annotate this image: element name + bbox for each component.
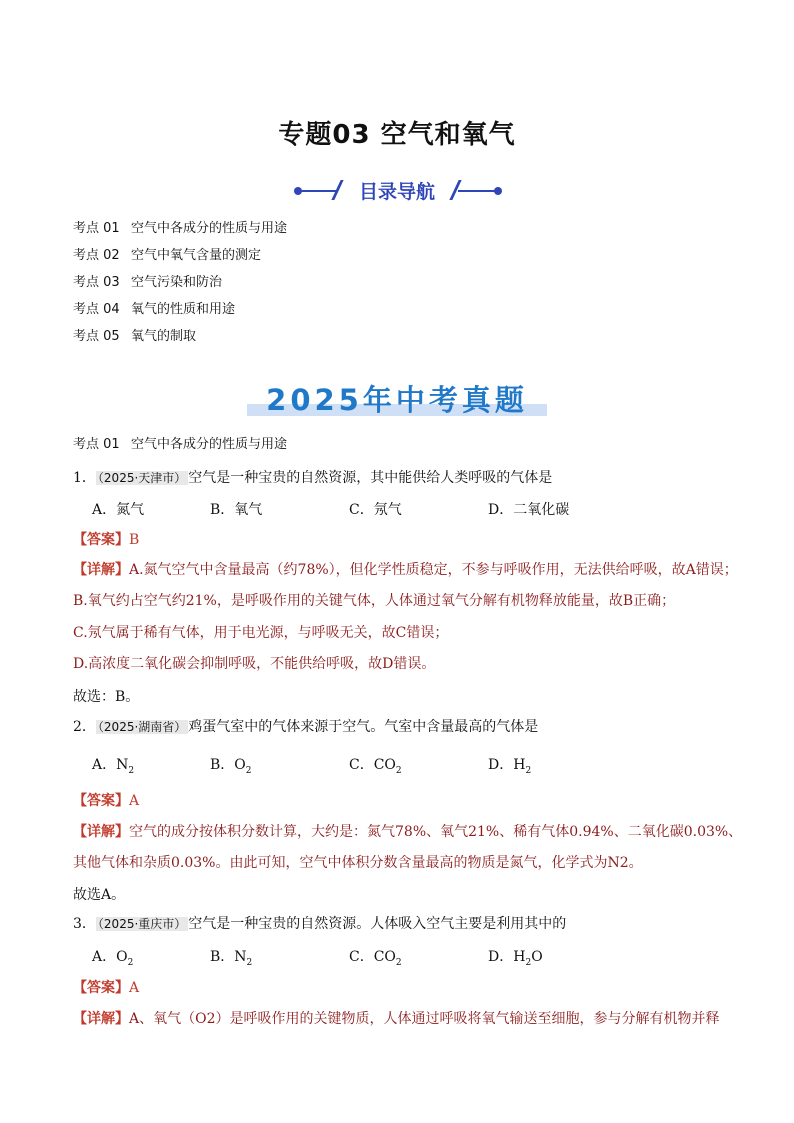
option-a: A．氮气	[92, 502, 145, 518]
formula: N	[116, 757, 129, 773]
formula-subscript: 2	[525, 957, 532, 968]
option-prefix: A．	[92, 949, 117, 965]
detail-1-line-2: B.氧气约占空气约21%，是呼吸作用的关键气体，人体通过氧气分解有机物释放能量，故B正确；	[73, 593, 676, 609]
option-a	[92, 946, 133, 968]
formula-subscript: 2	[127, 957, 134, 968]
detail-2	[73, 822, 743, 842]
formula: H	[513, 757, 526, 773]
year-banner	[247, 378, 547, 418]
detail-2-line-2: 其他气体和杂质0.03%。由此可知，空气中体积分数含量最高的物质是氮气，化学式为N2。	[73, 855, 643, 871]
option-prefix: C．	[349, 949, 374, 965]
formula: O	[116, 949, 128, 965]
toc-item[interactable]	[73, 271, 723, 298]
detail-tag: 【详解】	[73, 562, 129, 578]
formula-subscript: 2	[245, 765, 252, 776]
section-text: 空气中各成分的性质与用途	[131, 437, 288, 452]
toc-item-code: 考点 01	[73, 221, 120, 236]
option-a	[92, 754, 134, 776]
toc-item[interactable]	[73, 298, 723, 325]
option-b	[210, 946, 252, 968]
toc-item[interactable]	[73, 217, 723, 244]
option-b	[210, 754, 252, 776]
option-c	[349, 754, 402, 776]
question-number: 1．	[73, 470, 96, 486]
conclusion-1: 故选：B。	[73, 689, 140, 705]
question-1-options	[92, 499, 692, 519]
detail-1-line-4: D.高浓度二氧化碳会抑制呼吸，不能供给呼吸，故D错误。	[73, 656, 436, 672]
question-source: （2025·天津市）	[97, 471, 187, 485]
question-number: 2．	[73, 719, 96, 735]
formula: N	[234, 949, 247, 965]
question-2	[73, 717, 733, 737]
toc-item-text: 氧气的性质和用途	[131, 302, 236, 317]
question-stem: 空气是一种宝贵的自然资源。人体吸入空气主要是利用其中的	[188, 916, 567, 932]
formula-subscript: 2	[395, 957, 402, 968]
formula-subscript: 2	[246, 957, 253, 968]
option-prefix: A．	[92, 757, 117, 773]
toc-left-line	[298, 190, 338, 192]
toc-label: 目录导航	[358, 181, 435, 203]
option-prefix: B．	[210, 757, 235, 773]
toc-item-text: 空气中各成分的性质与用途	[131, 221, 288, 236]
conclusion-2: 故选A。	[73, 887, 126, 903]
option-c	[349, 946, 402, 968]
toc-right-line	[458, 190, 498, 192]
question-source: （2025·湖南省）	[97, 720, 187, 734]
detail-tag: 【详解】	[73, 1011, 129, 1027]
option-prefix: D．	[488, 949, 514, 965]
detail-1	[73, 560, 738, 580]
toc-item[interactable]	[73, 244, 723, 271]
detail-3	[73, 1009, 733, 1029]
formula-subscript: 2	[395, 765, 402, 776]
answer-tag: 【答案】	[73, 980, 129, 996]
option-b: B．氧气	[210, 502, 263, 518]
option-c: C．氖气	[349, 502, 402, 518]
toc-item-code: 考点 05	[73, 329, 120, 344]
answer-value: B	[129, 532, 140, 548]
detail-line: A.氮气空气中含量最高（约78%），但化学性质稳定，不参与呼吸作用，无法供给呼吸，故A错误；	[129, 562, 738, 578]
formula: H	[513, 949, 526, 965]
section-code: 考点 01	[73, 437, 120, 452]
option-d: D．二氧化碳	[488, 502, 570, 518]
answer-1	[73, 529, 139, 549]
formula-tail: O	[531, 949, 543, 965]
toc-list	[73, 217, 723, 352]
question-stem: 空气是一种宝贵的自然资源，其中能供给人类呼吸的气体是	[188, 470, 553, 486]
toc-item-text: 空气污染和防治	[131, 275, 223, 290]
answer-2	[73, 790, 139, 810]
question-3-options	[92, 946, 692, 966]
option-d	[488, 754, 531, 776]
formula-subscript: 2	[128, 765, 135, 776]
toc-banner	[298, 176, 498, 204]
section-heading	[73, 433, 287, 452]
question-2-options	[92, 754, 692, 774]
formula-subscript: 2	[525, 765, 532, 776]
option-prefix: B．	[210, 949, 235, 965]
detail-line: 空气的成分按体积分数计算，大约是：氮气78%、氧气21%、稀有气体0.94%、二氧化碳0.03%、	[129, 824, 743, 840]
detail-1-line-3: C.氖气属于稀有气体，用于电光源，与呼吸无关，故C错误；	[73, 625, 449, 641]
answer-value: A	[129, 793, 140, 809]
year-banner-text: 2025年中考真题	[266, 383, 528, 417]
formula: CO	[373, 949, 396, 965]
formula: CO	[373, 757, 396, 773]
toc-item-code: 考点 03	[73, 275, 120, 290]
answer-tag: 【答案】	[73, 793, 129, 809]
question-source: （2025·重庆市）	[97, 917, 187, 931]
toc-right-dot	[494, 187, 502, 195]
option-prefix: D．	[488, 757, 514, 773]
detail-tag: 【详解】	[73, 824, 129, 840]
toc-item-code: 考点 04	[73, 302, 120, 317]
formula: O	[234, 757, 246, 773]
answer-tag: 【答案】	[73, 532, 129, 548]
option-prefix: C．	[349, 757, 374, 773]
question-3	[73, 914, 733, 934]
page-title: 专题03 空气和氧气	[278, 120, 516, 150]
option-d	[488, 946, 543, 968]
toc-item-text: 空气中氧气含量的测定	[131, 248, 262, 263]
toc-item-text: 氧气的制取	[131, 329, 197, 344]
toc-item-code: 考点 02	[73, 248, 120, 263]
answer-value: A	[129, 980, 140, 996]
question-1	[73, 468, 733, 488]
question-number: 3．	[73, 916, 96, 932]
answer-3	[73, 977, 139, 997]
toc-item[interactable]	[73, 325, 723, 352]
detail-line: A、氧气（O2）是呼吸作用的关键物质，人体通过呼吸将氧气输送至细胞，参与分解有机物并释	[129, 1011, 720, 1027]
question-stem: 鸡蛋气室中的气体来源于空气。气室中含量最高的气体是	[188, 719, 539, 735]
